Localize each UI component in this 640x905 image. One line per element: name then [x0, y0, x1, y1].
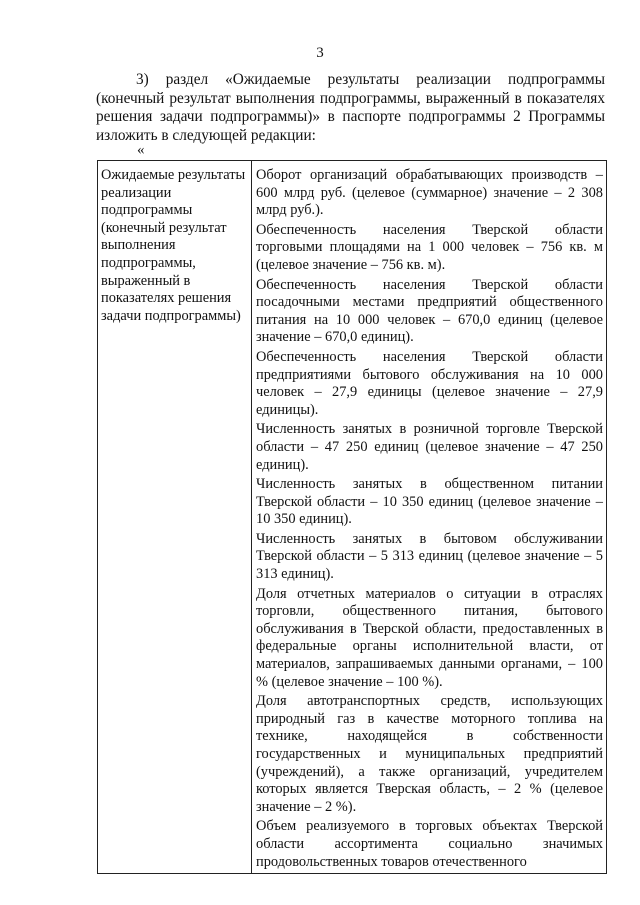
results-cell	[252, 161, 607, 874]
page-number: 3	[316, 45, 324, 61]
result-item: Доля отчетных материалов о ситуации в отраслях торговли, общественного питания, бытового обслуживания в Тверской области, предоставленных в федеральные органы исполнительной власти, от материалов, запрашиваемых данными органами, – 100 % (целевое значение – 100 %).	[256, 585, 603, 690]
intro-paragraph	[96, 71, 605, 145]
intro-text: 3) раздел «Ожидаемые результаты реализации подпрограммы (конечный результат выполнения подпрограммы, выраженный в показателях решения задачи подпрограммы)» в паспорте подпрограммы 2 Программы изложить в следующей редакции:	[96, 71, 605, 144]
result-item: Обеспеченность населения Тверской области предприятиями бытового обслуживания на 10 000 человек – 27,9 единицы (целевое значение – 27,9 единицы).	[256, 348, 603, 418]
result-item: Оборот организаций обрабатывающих производств – 600 млрд руб. (целевое (суммарное) значение – 2 308 млрд руб.).	[256, 167, 603, 219]
result-item: Объем реализуемого в торговых объектах Тверской области ассортимента социально значимых продовольственных товаров отечественного	[256, 818, 603, 870]
label-cell: Ожидаемые результаты реализации подпрограммы (конечный результат выполнения подпрограммы, выраженный в показателях решения задачи подпрограммы)	[98, 161, 252, 874]
result-item: Обеспеченность населения Тверской области торговыми площадями на 1 000 человек – 756 кв. м (целевое значение – 756 кв. м).	[256, 221, 603, 273]
result-item: Доля автотранспортных средств, использующих природный газ в качестве моторного топлива на технике, находящейся в собственности государственных и муниципальных предприятий (учреждений), а также организаций, учредителем которых является Тверская область, – 2 % (целевое значение – 2 %).	[256, 693, 603, 815]
expected-results-table	[97, 160, 607, 874]
result-item: Численность занятых в розничной торговле Тверской области – 47 250 единиц (целевое значение – 47 250 единиц).	[256, 421, 603, 473]
table-row	[98, 161, 607, 874]
result-item: Обеспеченность населения Тверской области посадочными местами предприятий общественного питания на 10 000 человек – 670,0 единиц (целевое значение – 670,0 единиц).	[256, 276, 603, 346]
result-item: Численность занятых в бытовом обслуживании Тверской области – 5 313 единиц (целевое значение – 5 313 единиц).	[256, 530, 603, 583]
opening-quote: «	[137, 142, 145, 158]
result-item: Численность занятых в общественном питании Тверской области – 10 350 единиц (целевое значение – 10 350 единиц).	[256, 476, 603, 528]
